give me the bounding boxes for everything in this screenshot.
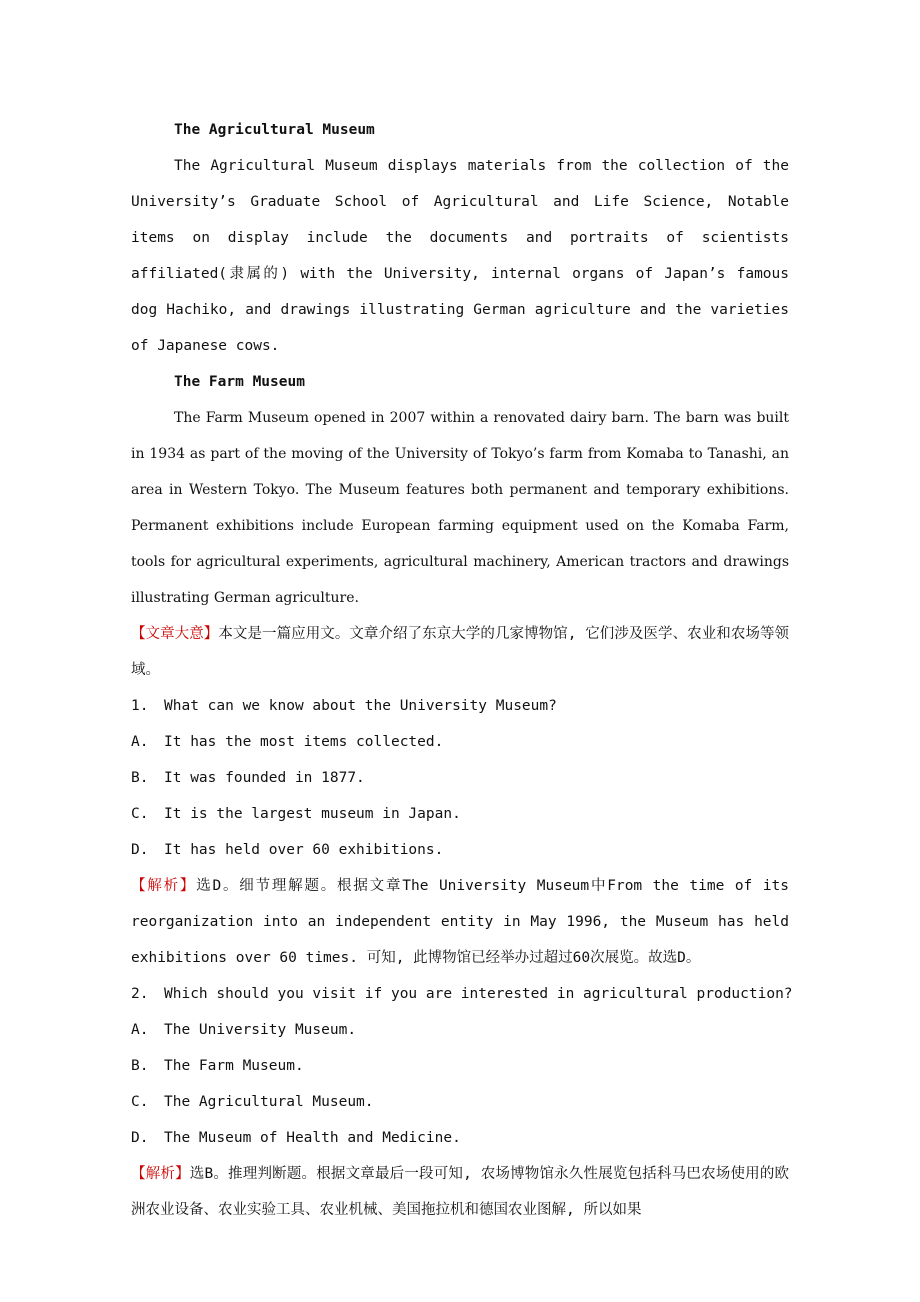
question-2-option-a bbox=[131, 1012, 789, 1048]
summary-text: 本文是一篇应用文。文章介绍了东京大学的几家博物馆, 它们涉及医学、农业和农场等领域。 bbox=[131, 626, 790, 678]
question-number: 2. bbox=[131, 986, 149, 1002]
farm-museum-heading: The Farm Museum bbox=[174, 374, 305, 390]
farm-museum-body: The Farm Museum opened in 2007 within a renovated dairy barn. The barn was built in 1934 as part of the moving of the University of Tokyo’s farm from Komaba to Tanashi, an area in Western Tokyo. The Museum features both permanent and temporary exhibitions. Permanent exhibitions include European farming equipment used on the Komaba Farm, tools for agricultural experiments, agricultural machinery, American tractors and drawings illustrating German agriculture. bbox=[131, 410, 789, 606]
option-letter: A. bbox=[131, 734, 149, 750]
question-1-option-d bbox=[131, 832, 789, 868]
option-text: It is the largest museum in Japan. bbox=[164, 806, 461, 822]
question-text: What can we know about the University Museum? bbox=[164, 698, 557, 714]
option-letter: B. bbox=[131, 770, 149, 786]
option-text: The Farm Museum. bbox=[164, 1058, 304, 1074]
analysis-tag: 【解析】 bbox=[131, 878, 197, 894]
option-letter: D. bbox=[131, 1130, 149, 1146]
option-text: The Agricultural Museum. bbox=[164, 1094, 374, 1110]
question-number: 1. bbox=[131, 698, 149, 714]
question-1-option-c bbox=[131, 796, 789, 832]
question-1-option-b bbox=[131, 760, 789, 796]
question-text: Which should you visit if you are interested in agricultural production? bbox=[164, 986, 793, 1002]
option-text: It was founded in 1877. bbox=[164, 770, 365, 786]
agricultural-museum-heading: The Agricultural Museum bbox=[174, 122, 375, 138]
summary-tag: 【文章大意】 bbox=[131, 626, 219, 642]
question-2-option-d bbox=[131, 1120, 789, 1156]
analysis-text: 选B。推理判断题。根据文章最后一段可知, 农场博物馆永久性展览包括科马巴农场使用的欧洲农业设备、农业实验工具、农业机械、美国拖拉机和德国农业图解, 所以如果 bbox=[131, 1166, 790, 1218]
agricultural-museum-body: The Agricultural Museum displays materials from the collection of the University’s Graduate School of Agricultural and Life Science, Notable items on display include the documents and portraits of scientists affiliated(隶属的) with the University, internal organs of Japan’s famous dog Hachiko, and drawings illustrating German agriculture and the varieties of Japanese cows. bbox=[131, 158, 789, 354]
document-content bbox=[131, 112, 793, 1228]
question-2-option-c bbox=[131, 1084, 789, 1120]
question-1-analysis bbox=[131, 868, 789, 976]
option-text: It has held over 60 exhibitions. bbox=[164, 842, 444, 858]
option-text: It has the most items collected. bbox=[164, 734, 444, 750]
article-summary bbox=[131, 616, 789, 688]
question-1-stem bbox=[131, 688, 789, 724]
option-letter: B. bbox=[131, 1058, 149, 1074]
question-2-analysis bbox=[131, 1156, 789, 1228]
option-text: The Museum of Health and Medicine. bbox=[164, 1130, 461, 1146]
option-letter: D. bbox=[131, 842, 149, 858]
question-2-option-b bbox=[131, 1048, 789, 1084]
analysis-text: 选D。细节理解题。根据文章The University Museum中From the time of its reorganization into an independent entity in May 1996, the Museum has held exhibitions over 60 times. 可知, 此博物馆已经举办过超过60次展览。故选D。 bbox=[131, 878, 790, 966]
option-letter: C. bbox=[131, 806, 149, 822]
option-letter: C. bbox=[131, 1094, 149, 1110]
option-letter: A. bbox=[131, 1022, 149, 1038]
question-1-option-a bbox=[131, 724, 789, 760]
analysis-tag: 【解析】 bbox=[131, 1166, 190, 1182]
question-2-stem bbox=[131, 976, 793, 1012]
option-text: The University Museum. bbox=[164, 1022, 357, 1038]
